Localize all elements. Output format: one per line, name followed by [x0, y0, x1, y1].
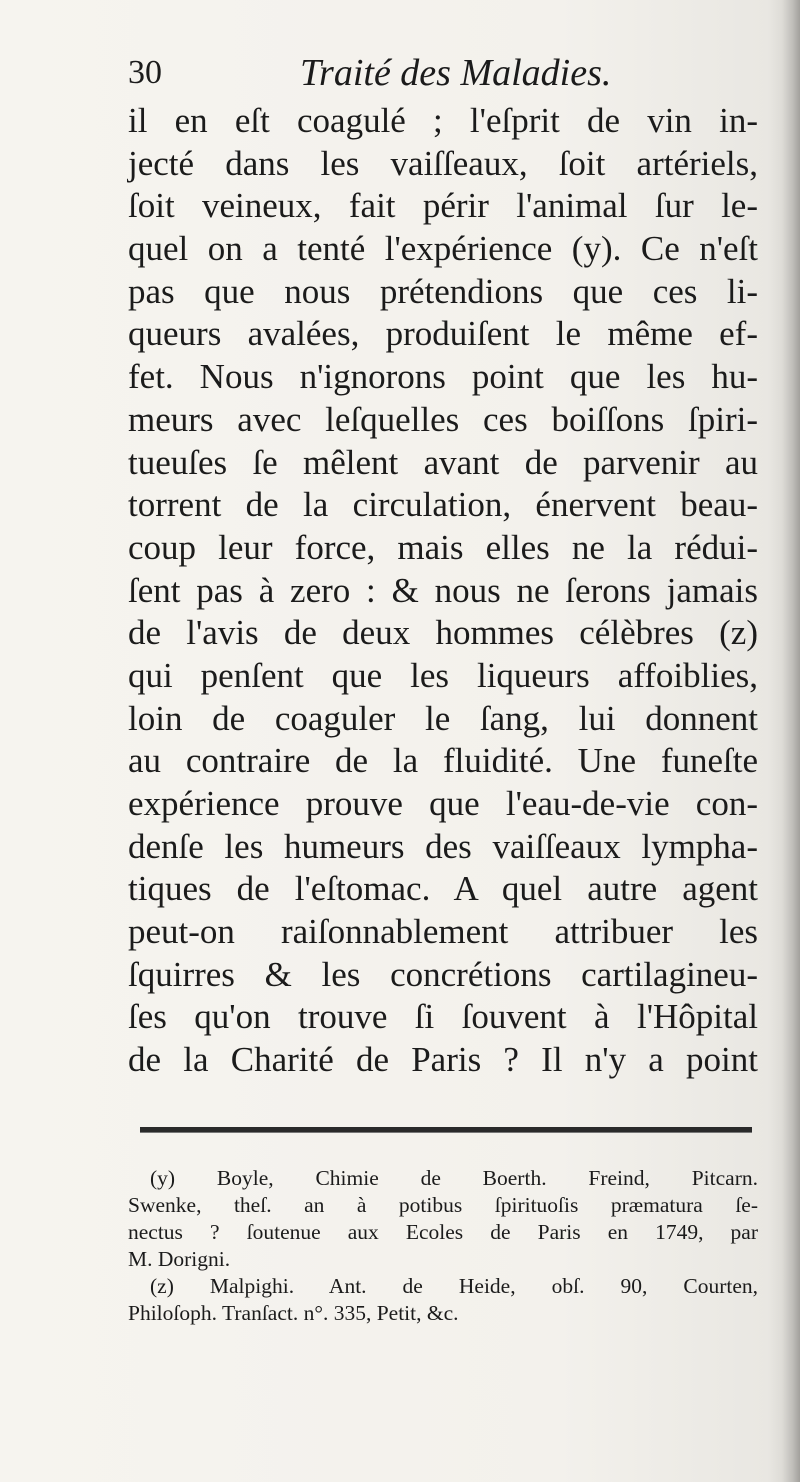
footnotes — [128, 1165, 758, 1327]
text-line: qui penſent que les liqueurs affoiblies, — [128, 655, 758, 695]
footnote-line: nectus ? ſoutenue aux Ecoles de Paris en 1749, par — [128, 1220, 758, 1244]
text-line: expérience prouve que l'eau-de-vie con- — [128, 784, 758, 823]
text-line: meurs avec leſquelles ces boiſſons ſpiri- — [128, 399, 758, 439]
text-line: fet. Nous n'ignorons point que les hu- — [128, 357, 758, 397]
text-line: denſe les humeurs des vaiſſeaux lympha- — [128, 826, 758, 866]
text-line: de l'avis de deux hommes célèbres (z) — [128, 613, 758, 653]
text-line: ſquirres & les concrétions cartilagineu- — [128, 954, 758, 994]
text-line: torrent de la circulation, énervent beau- — [128, 485, 758, 525]
footnote-divider — [140, 1127, 752, 1133]
footnote-line: (z) Malpighi. Ant. de Heide, obſ. 90, Courten, — [150, 1274, 758, 1298]
text-line: il en eſt coagulé ; l'eſprit de vin in- — [128, 101, 758, 140]
text-line: au contraire de la fluidité. Une funeſte — [128, 741, 758, 781]
page-header — [128, 48, 758, 98]
text-line: ſoit veineux, fait périr l'animal ſur le- — [128, 186, 758, 226]
text-line: ſes qu'on trouve ſi ſouvent à l'Hôpital — [128, 997, 758, 1037]
text-line: tiques de l'eſtomac. A quel autre agent — [128, 869, 758, 909]
footnote-line: Swenke, theſ. an à potibus ſpirituoſis præmatura ſe- — [128, 1193, 758, 1217]
running-title: Traité des Maladies. — [300, 52, 612, 94]
footnote-line: (y) Boyle, Chimie de Boerth. Freind, Pitcarn. — [150, 1166, 758, 1190]
text-line: loin de coaguler le ſang, lui donnent — [128, 698, 758, 738]
text-line: coup leur force, mais elles ne la rédui- — [128, 527, 758, 567]
text-line: quel on a tenté l'expérience (y). Ce n'eſt — [128, 229, 758, 269]
footnote-line: Philoſoph. Tranſact. n°. 335, Petit, &c. — [128, 1301, 459, 1325]
page-edge-shadow — [782, 0, 800, 1482]
text-line: pas que nous prétendions que ces li- — [128, 271, 758, 311]
page-number: 30 — [128, 54, 162, 91]
footnote-line: M. Dorigni. — [128, 1247, 231, 1271]
footnote-y — [128, 1165, 758, 1273]
text-line: peut-on raiſonnablement attribuer les — [128, 912, 758, 952]
text-line: tueuſes ſe mêlent avant de parvenir au — [128, 442, 758, 482]
text-line: de la Charité de Paris ? Il n'y a point — [128, 1040, 758, 1080]
text-line: jecté dans les vaiſſeaux, ſoit artériels, — [128, 143, 758, 183]
body-text — [128, 100, 758, 1082]
text-line: ſent pas à zero : & nous ne ſerons jamais — [128, 570, 758, 610]
footnote-z — [128, 1273, 758, 1327]
text-line: queurs avalées, produiſent le même ef- — [128, 314, 758, 354]
